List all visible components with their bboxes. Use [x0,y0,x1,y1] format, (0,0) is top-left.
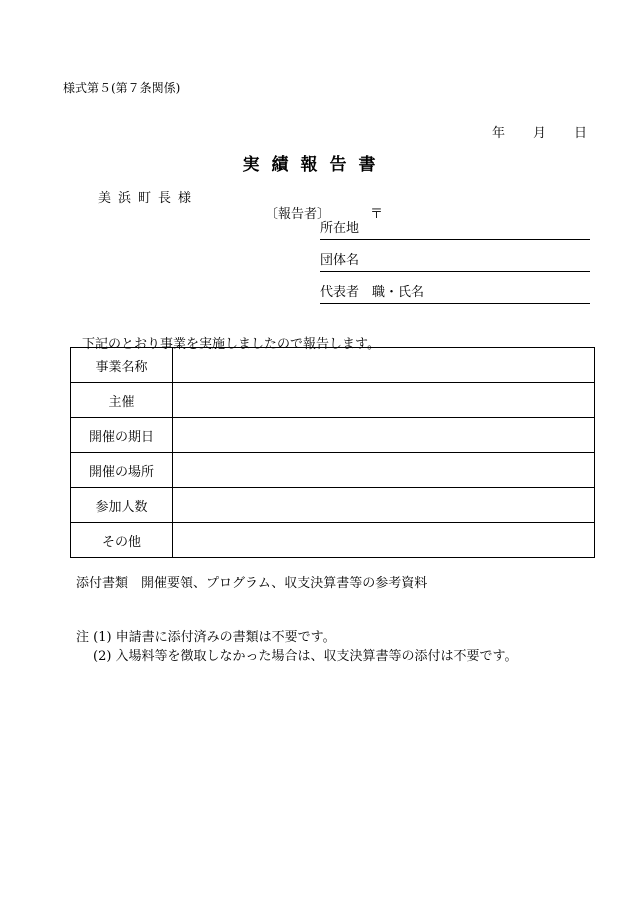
address-field[interactable] [320,221,590,240]
row-value-date[interactable] [173,418,595,453]
date-day: 日 [574,126,588,141]
addressee: 美浜町長様 [98,191,199,206]
document-title: 実績報告書 [242,155,388,175]
table-row [71,453,595,488]
row-value-venue[interactable] [173,453,595,488]
address-label: 所在地 [320,221,360,236]
table-row [71,523,595,558]
table-row [71,418,595,453]
form-number: 様式第５(第７条関係) [63,81,181,95]
postal-mark: 〒 [370,207,384,222]
intro-text: 下記のとおり事業を実施しましたので報告します。 [82,337,380,352]
reporter-label: 〔報告者〕 [265,207,331,222]
attachments-text: 添付書類 開催要領、プログラム、収支決算書等の参考資料 [76,576,428,591]
report-table [70,347,595,558]
date-year: 年 [492,126,506,141]
row-value-project-name[interactable] [173,348,595,383]
representative-field[interactable] [320,285,590,304]
representative-label: 代表者 職・氏名 [320,285,425,300]
row-label-date: 開催の期日 [71,418,173,453]
note-1: 注 (1) 申請書に添付済みの書類は不要です。 [76,630,336,645]
note-2: (2) 入場料等を徴取しなかった場合は、収支決算書等の添付は不要です。 [93,649,518,664]
date-line [492,122,587,141]
organization-label: 団体名 [320,253,360,268]
date-month: 月 [533,126,547,141]
row-value-participants[interactable] [173,488,595,523]
row-value-organizer[interactable] [173,383,595,418]
row-label-participants: 参加人数 [71,488,173,523]
organization-field[interactable] [320,253,590,272]
table-row [71,383,595,418]
row-label-organizer: 主催 [71,383,173,418]
table-row [71,348,595,383]
table-row [71,488,595,523]
row-value-other[interactable] [173,523,595,558]
row-label-venue: 開催の場所 [71,453,173,488]
row-label-project-name: 事業名称 [71,348,173,383]
row-label-other: その他 [71,523,173,558]
